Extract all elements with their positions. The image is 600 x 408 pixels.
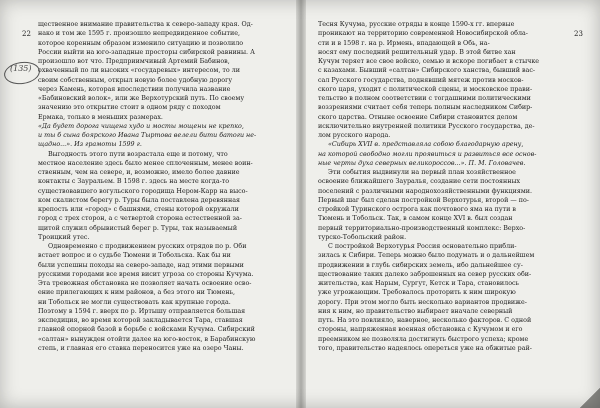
text-line: жительства, как Нарым, Сургут, Кетск и Тара, становилось [318,280,520,287]
text-line: С постройкой Верхотурья Россия основательно прибли- [328,243,517,250]
text-line: стороны, напряженная военная обстановка с Кучумом и его [318,326,523,334]
text-line: крепость или «город» с башнями, стены которой окружали [38,206,239,213]
text-line: преемником не позволяла достигнуть быстрого успеха; кроме [318,335,529,343]
text-line: щественное внимание правительства к северо-западу края. Од- [38,21,253,28]
text-line: проникают на территорию современной Новосибирской обла- [318,30,528,38]
text-line: встает вопрос и о судьбе Тюмени и Тобольска. Как бы ни [38,252,231,260]
text-line: дорогу. При этом могло быть несколько вариантов продвиже- [318,298,527,306]
book-gutter [296,0,306,408]
text-line: путь. На это повлияло, наверное, несколько факторов. С одной [318,317,532,324]
text-line: ского царства. Отныне освоение Сибири становится делом [318,113,518,121]
text-line: степь, и главная его ставка переносится уже на озеро Чаны. [38,344,244,352]
text-line: ные черты духа северных великороссов...». П. М. Головачев. [318,159,526,167]
text-line: сти и в 1598 г. на р. Ирмень, впадающей в Обь, на- [318,39,490,47]
text-line: исключительно внутренней политики Русского государства, де- [318,122,535,130]
text-line: «Сибирь XVII в. представляла собою благодарную арену, [328,141,524,149]
text-line: «Бабиновский волок», или же Верхотурский путь. По своему [38,95,245,102]
text-line: Выгодность этого пути возрастала еще и потому, что [48,150,228,158]
text-line: и ты б сына боярского Ивана Тыртова велели бити батоги не- [38,132,257,139]
text-line: «салтан» вынужден отойти далее на юго-восток, в Барабинскую [38,335,256,343]
text-line: ственным, чем на севере, и, возможно, имело более давние [38,169,240,176]
text-line: носят ему последний решительный удар. В этой битве хан [318,48,516,56]
text-line: ение прилегающих к ним районов, а без этого ни Тюмень, [38,289,236,297]
text-line: продвижении в глубь сибирских земель, ибо дальнейшее су- [318,261,523,269]
text-line: нако и том же 1595 г. произошло непредвиденное событие, [38,30,241,38]
text-line: зилась к Сибири. Теперь можно было подумать и о дальнейшем [318,252,535,260]
text-line: произошло вот что. Предприимчивый Артемий Бабинов, [38,58,230,65]
text-line: уже угрожающим. Требовалось проторить к ним широкую [318,289,516,297]
text-line: тельство в полном соответствии с тогдашними политическими [318,95,531,102]
text-line: сал Русского государства, поднявший мятеж против москов- [318,76,524,84]
text-line: Первый шаг был сделан постройкой Верхотурья, второй — по- [318,196,529,204]
left-page-text [38,20,286,390]
text-line: своим собственным, открыл новую более удобную дорогу [38,76,233,84]
text-line: Одновременно с продвижением русских отрядов по р. Оби [48,243,247,250]
text-line: через Камень, которая впоследствии получила название [38,85,231,93]
text-line: России выйти на юго-западные просторы сибирской равнины. А [38,48,255,56]
text-line: существовавшего вогульского городища Нером-Карр на высо- [38,187,248,195]
text-line: с казахами. Бывший «салтан» Сибирского ханства, бывший вас- [318,67,536,75]
text-line: значению это открытие стоит в одном ряду с походом [38,104,221,112]
text-line: первый территориально-производственный комплекс: Верхо- [318,224,526,232]
text-line: Ермака, только в меньших размерах. [38,113,163,121]
text-line: ния к ним, но правительство выбирает вначале северный [318,307,513,315]
page-corner-fold [580,388,600,408]
text-line: стройкой Туринского острога как почтового яма на пути в [318,206,516,213]
text-line: поселений с различными народнохозяйственными функциями. [318,187,533,195]
text-line: щадно...». Из грамоты 1599 г. [38,141,142,149]
text-line: того, правительство надеялось опереться уже на обжитые рай- [318,344,532,352]
text-line: турско-Тобольский район. [318,233,407,241]
text-line: главной опорной базой в борьбе с войсками Кучума. Сибирский [38,326,255,334]
text-line: Поэтому в 1594 г. вверх по р. Иртышу отправляется большая [38,307,246,315]
text-line: Эта тревожная обстановка не позволяет начать освоение осво- [38,280,252,287]
page-number-right: 23 [574,30,583,38]
text-line: ского царя, уходит с политической сцены, и московское прави- [318,85,533,93]
right-page-text [318,20,566,390]
text-line: Кучум теряет все свое войско, семью и вскоре погибает в стычке [318,58,540,65]
text-line: освоение ближайшего Зауралья, создание сети постоянных [318,178,521,186]
page-number-left: 22 [22,30,31,38]
text-line: Эти события выдвинули на первый план хозяйственное [328,169,516,176]
margin-annotation: (135) [10,64,32,73]
text-line: Тесня Кучума, русские отряды в конце 1590-х гг. впервые [318,21,515,28]
text-line: «Да будет дорога чищена худо и мосты мощены не крепко, [38,122,244,130]
text-line: русскими городами все время висит угроза со стороны Кучума. [38,270,254,278]
text-line: на которой свободно могли проявиться и развиться все основ- [318,150,537,158]
text-line: Тюмень и Тобольск. Так, в самом конце XVI в. был создан [318,215,513,223]
text-line: Троицкий утес. [38,233,90,241]
text-line: город с трех сторон, а с четвертой сторона естественной за- [38,215,242,223]
text-line: которое коренным образом изменило ситуацию и позволило [38,39,244,47]
text-line: ни Тобольск не могли существовать как крупные города. [38,298,231,306]
text-line: местное население здесь было менее сплоченным, менее воин- [38,159,253,167]
text-line: контакты с Зауральем. В 1598 г. здесь на месте когда-то [38,178,230,186]
text-line: охваченный по ли высоких «государевых» интересом, то ли [38,67,240,75]
text-line: экспедиция, во время которой закладывается Тара, ставшая [38,317,243,324]
text-line: лом русского народа. [318,132,391,139]
text-line: ком скалистом берегу р. Туры была поставлена деревянная [38,196,241,204]
text-line: были успешны походы на северо-западе, над этими первыми [38,261,244,269]
text-line: щитой служил обрывистый берег р. Туры, так называемый [38,224,238,232]
text-line: ществование таких далеко заброшенных на север русских оби- [318,270,532,278]
text-line: воззрениями считает себя теперь полным наследником Сибир- [318,104,533,112]
